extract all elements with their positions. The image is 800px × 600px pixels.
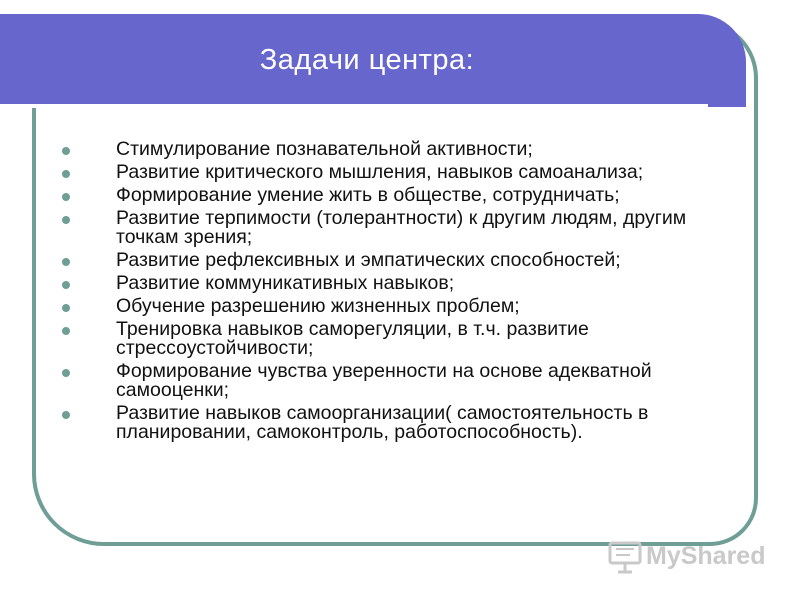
slide-title: Задачи центра: (259, 44, 475, 76)
bullet-icon (62, 193, 70, 201)
list-item-text: Развитие критического мышления, навыков самоанализа; (116, 161, 644, 183)
bullet-icon (62, 216, 70, 224)
list-item (62, 274, 742, 293)
bullet-icon (62, 147, 70, 155)
presentation-board-icon (606, 538, 796, 574)
watermark-text: MyShared (646, 542, 766, 570)
list-item (62, 186, 742, 205)
bullet-icon (62, 369, 70, 377)
list-item (62, 362, 742, 400)
list-item-text: Формирование чувства уверенности на основе адекватной самооценки; (116, 360, 652, 401)
bullet-icon (62, 304, 70, 312)
list-item (62, 320, 742, 358)
tasks-list (62, 140, 742, 446)
bullet-icon (62, 281, 70, 289)
list-item-text: Развитие коммуникативных навыков; (116, 272, 455, 294)
list-item-text: Обучение разрешению жизненных проблем; (116, 295, 520, 317)
list-item-text: Развитие навыков самоорганизации( самостоятельность в планировании, самоконтроль, работоспособность). (116, 402, 649, 443)
list-item (62, 404, 742, 442)
list-item-text: Стимулирование познавательной активности; (116, 138, 533, 160)
bullet-icon (62, 258, 70, 266)
list-item (62, 251, 742, 270)
list-item-text: Развитие рефлексивных и эмпатических способностей; (116, 249, 621, 271)
bullet-icon (62, 327, 70, 335)
list-item (62, 209, 742, 247)
list-item-text: Развитие терпимости (толерантности) к другим людям, другим точкам зрения; (116, 207, 687, 248)
list-item (62, 140, 742, 159)
list-item-text: Формирование умение жить в обществе, сотрудничать; (116, 184, 620, 206)
title-underline (0, 104, 708, 108)
bullet-icon (62, 170, 70, 178)
bullet-icon (62, 411, 70, 419)
myshared-watermark (606, 538, 796, 574)
list-item (62, 297, 742, 316)
list-item (62, 163, 742, 182)
list-item-text: Тренировка навыков саморегуляции, в т.ч. развитие стрессоустойчивости; (116, 318, 589, 359)
